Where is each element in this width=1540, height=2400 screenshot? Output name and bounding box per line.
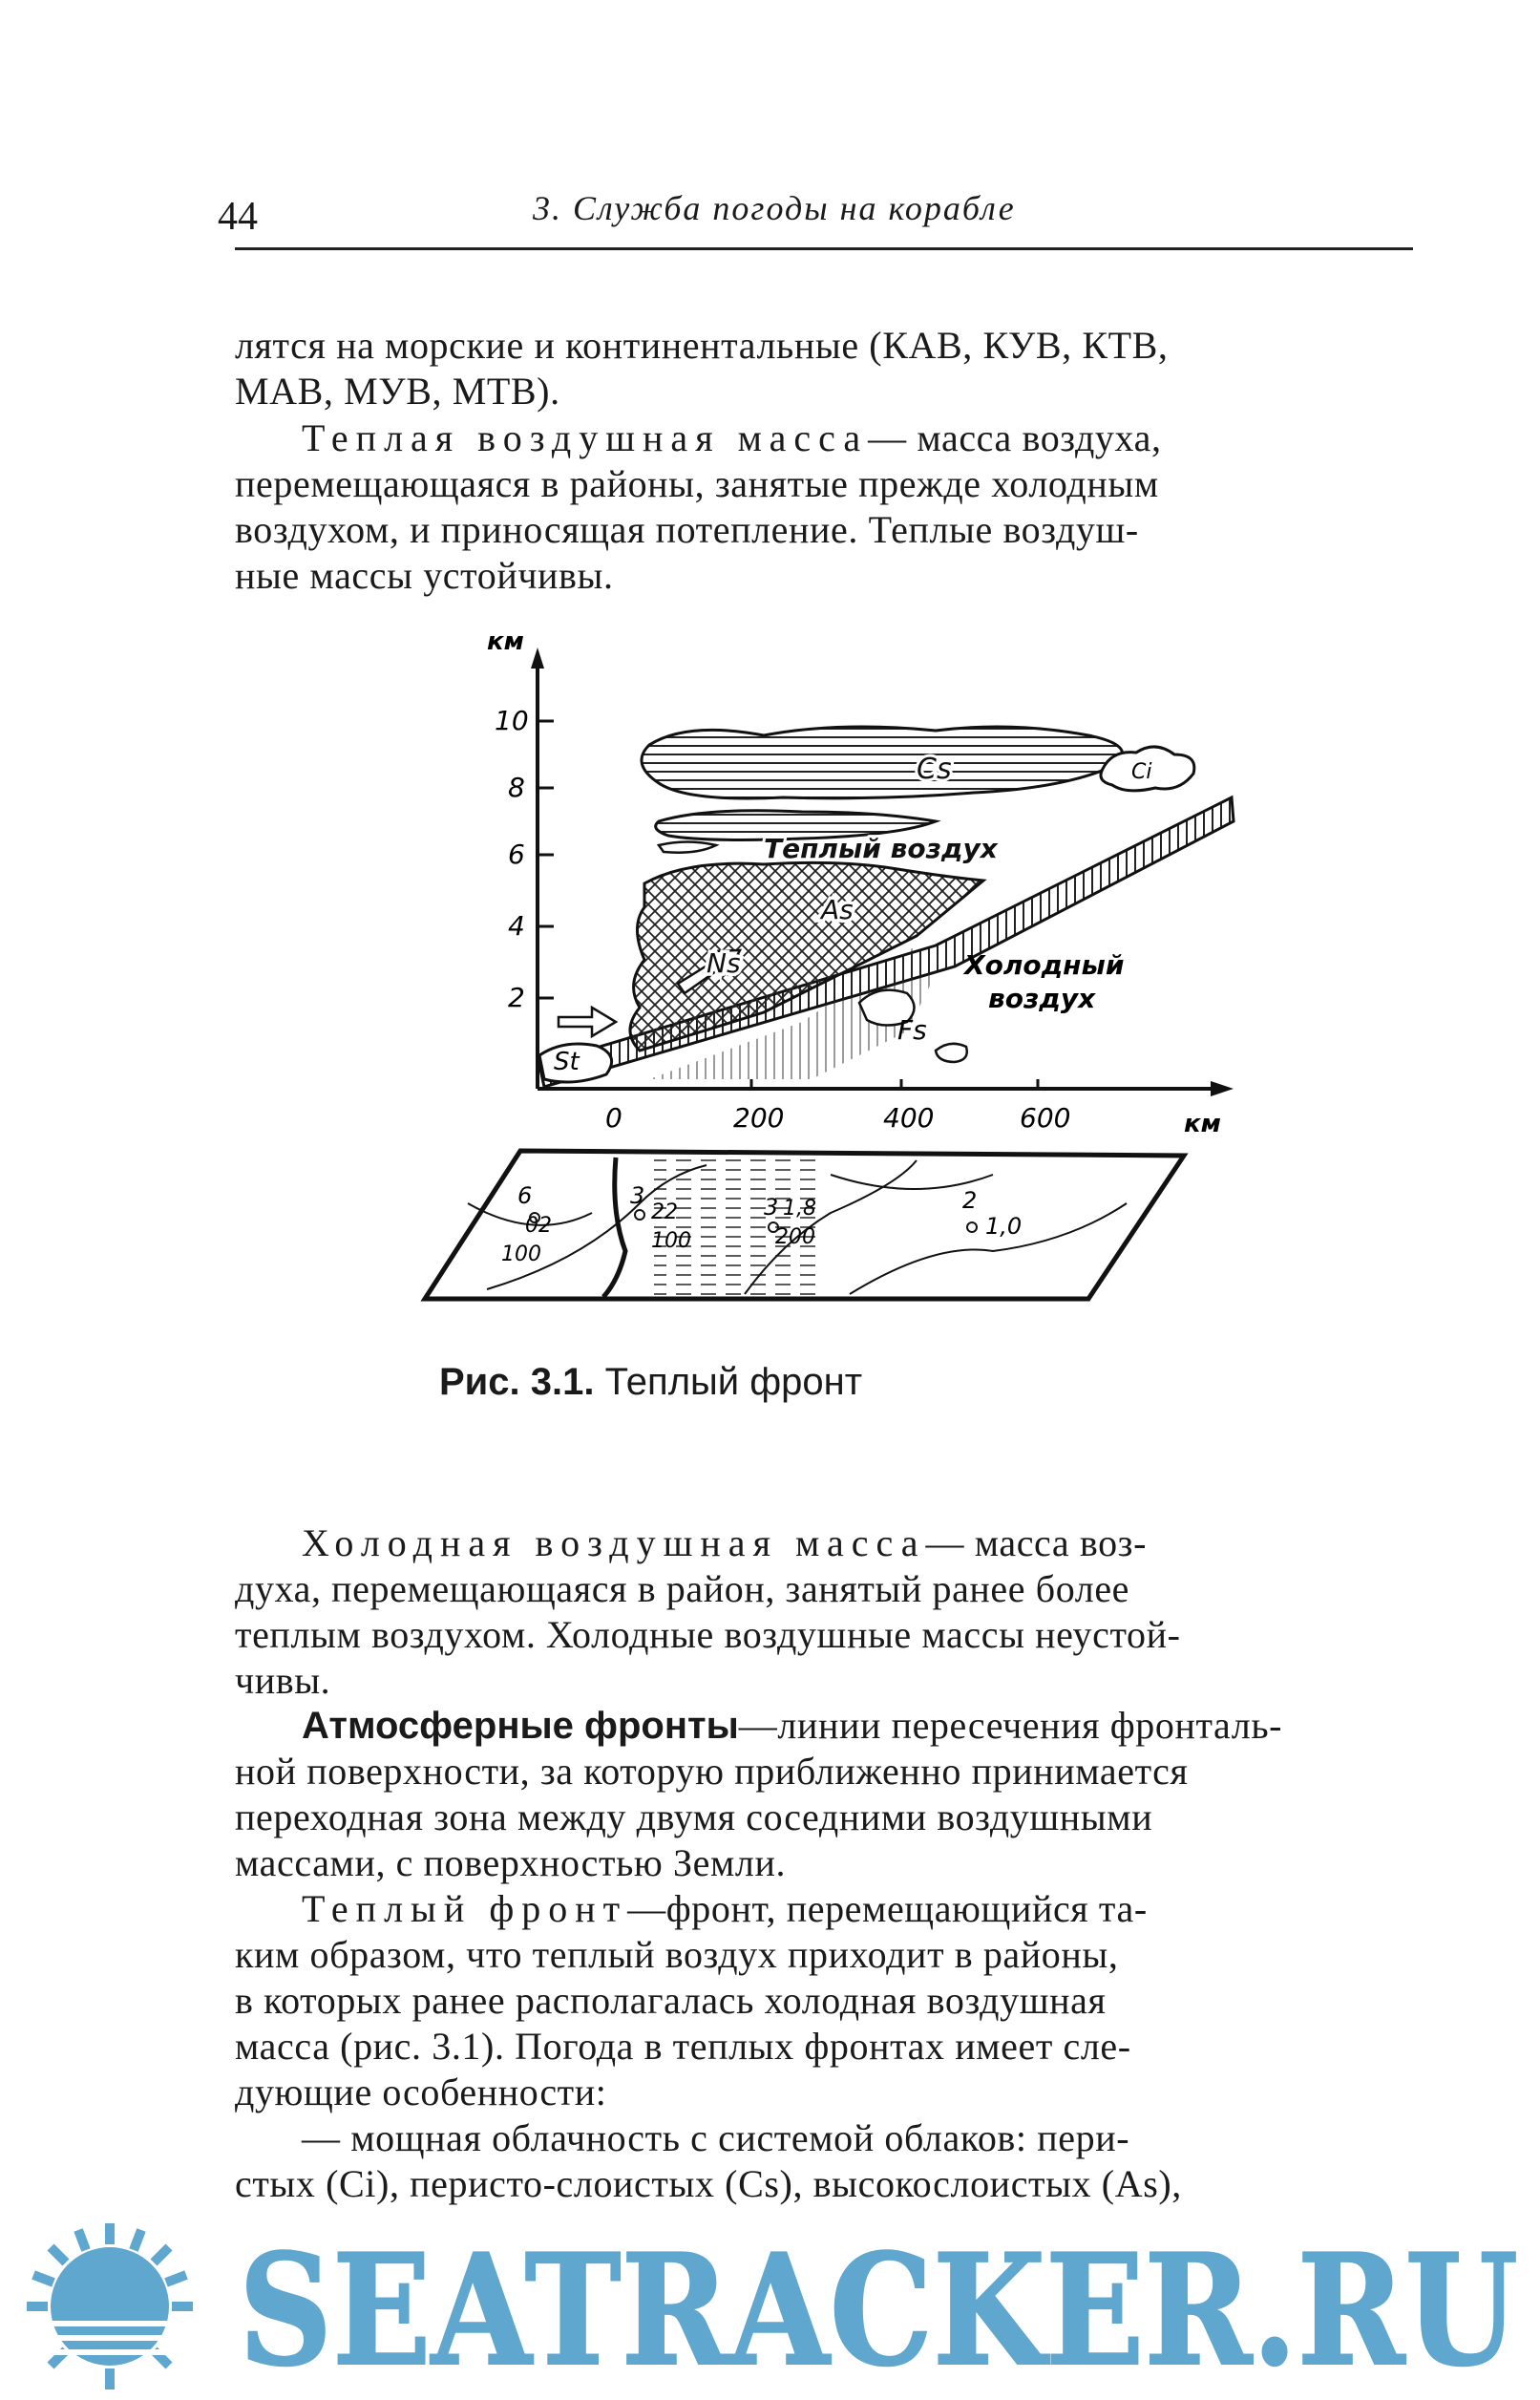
station-1-value: 02 [525,1214,552,1238]
watermark [0,2206,1540,2400]
term-fronts: Атмосферные фронты [302,1705,739,1747]
y-axis-unit: км [487,630,524,656]
y-tick-label: 10 [495,705,529,736]
running-title: 3. Служба погоды на корабле [533,189,1016,227]
text-line: — мощная облачность с системой облаков: пери- [302,2116,1130,2159]
x-axis-arrow [1211,1081,1234,1096]
top-paragraph [235,323,1428,414]
warm-front-paragraph [235,1886,1428,2207]
y-axis-arrow [531,648,544,669]
text-line: стых (Ci), перисто-слоистых (Cs), высокослоистых (As), [235,2162,1182,2205]
label-cold-air-1: Холодный [964,949,1125,981]
text-line: —линии пересечения фронталь- [738,1704,1283,1747]
warm-air-arrow [559,1008,616,1036]
station-3-top: 3 [764,1194,779,1221]
text-line: — масса воздуха, [868,416,1162,459]
label-ci: Ci [1131,760,1152,784]
text-line: МАВ, МУВ, МТВ). [235,370,560,413]
cloud-small-left [659,842,716,853]
x-tick-label: 400 [883,1102,935,1134]
y-tick-label: 8 [508,772,525,803]
station-4-top: 2 [962,1187,978,1214]
text-line: ные массы устойчивы. [235,554,614,597]
term-warm-mass: Теплая воздушная масса [302,416,869,459]
text-line: чивы. [235,1659,331,1702]
y-tick-label: 6 [508,839,525,870]
station-1-bottom: 100 [501,1242,541,1266]
station-2-top: 3 [630,1182,645,1209]
label-st: St [554,1048,580,1076]
term-warm-front: Теплый фронт [302,1887,628,1930]
label-cold-air-2: воздух [988,983,1096,1014]
text-line: дующие особенности: [235,2071,607,2113]
y-tick-label: 2 [508,982,525,1013]
text-line: духа, перемещающаяся в район, занятый ранее более [235,1567,1130,1610]
warm-front-figure [401,630,1260,1318]
warm-mass-paragraph [235,415,1428,599]
text-line: воздухом, и приносящая потепление. Теплые воздуш- [235,508,1139,551]
term-cold-mass: Холодная воздушная масса [302,1521,926,1564]
text-line: ной поверхности, за которую приближенно принимается [235,1750,1189,1793]
label-as: As [821,894,854,925]
x-tick-label: 600 [1020,1102,1071,1134]
station-3-value: 1,8 [783,1197,816,1221]
x-tick-label: 0 [605,1102,622,1134]
label-warm-air: Теплый воздух [764,833,998,864]
text-line: массами, с поверхностью Земли. [235,1841,787,1884]
station-2-bottom: 100 [651,1229,691,1253]
header-rule [235,247,1413,250]
station-1-top: 6 [517,1182,533,1209]
station-2-value: 22 [651,1200,678,1224]
surface-map [425,1151,1184,1299]
page-number: 44 [218,195,258,239]
label-fs: Fs [897,1014,927,1046]
cold-mass-paragraph [235,1520,1428,1704]
text-line: перемещающаяся в районы, занятые прежде холодным [235,462,1159,505]
text-line: в которых ранее располагалась холодная воздушная [235,1979,1107,2022]
figure-caption [439,1361,862,1404]
page-header [218,186,1413,253]
text-line: — масса воз- [925,1521,1147,1564]
text-line: масса (рис. 3.1). Погода в теплых фронтах имеет сле- [235,2025,1131,2068]
cloud-cs-upper [642,727,1123,798]
watermark-text: SEATRACKER.RU [239,2220,1518,2400]
caption-prefix: Рис. 3.1. [439,1361,595,1403]
text-line: —фронт, перемещающийся та- [627,1887,1148,1930]
x-axis-unit: км [1184,1110,1221,1138]
fronts-paragraph [235,1703,1428,1886]
y-tick-label: 4 [508,910,525,942]
y-ticks [495,705,554,1013]
caption-text: Теплый фронт [604,1361,863,1403]
text-line: переходная зона между двумя соседними воздушными [235,1795,1153,1838]
text-line: теплым воздухом. Холодные воздушные массы неустой- [235,1613,1181,1656]
text-line: ким образом, что теплый воздух приходит в районы, [235,1933,1119,1976]
label-ns: Ns [707,947,741,979]
label-cs: Cs [917,753,952,786]
text-line: лятся на морские и континентальные (КАВ, КУВ, КТВ, [235,324,1169,367]
station-4-value: 1,0 [985,1213,1023,1240]
cloud-fs-small [936,1044,967,1062]
sun-logo-icon [27,2223,193,2389]
station-3-bottom: 200 [775,1225,815,1249]
x-tick-label: 200 [733,1102,785,1134]
